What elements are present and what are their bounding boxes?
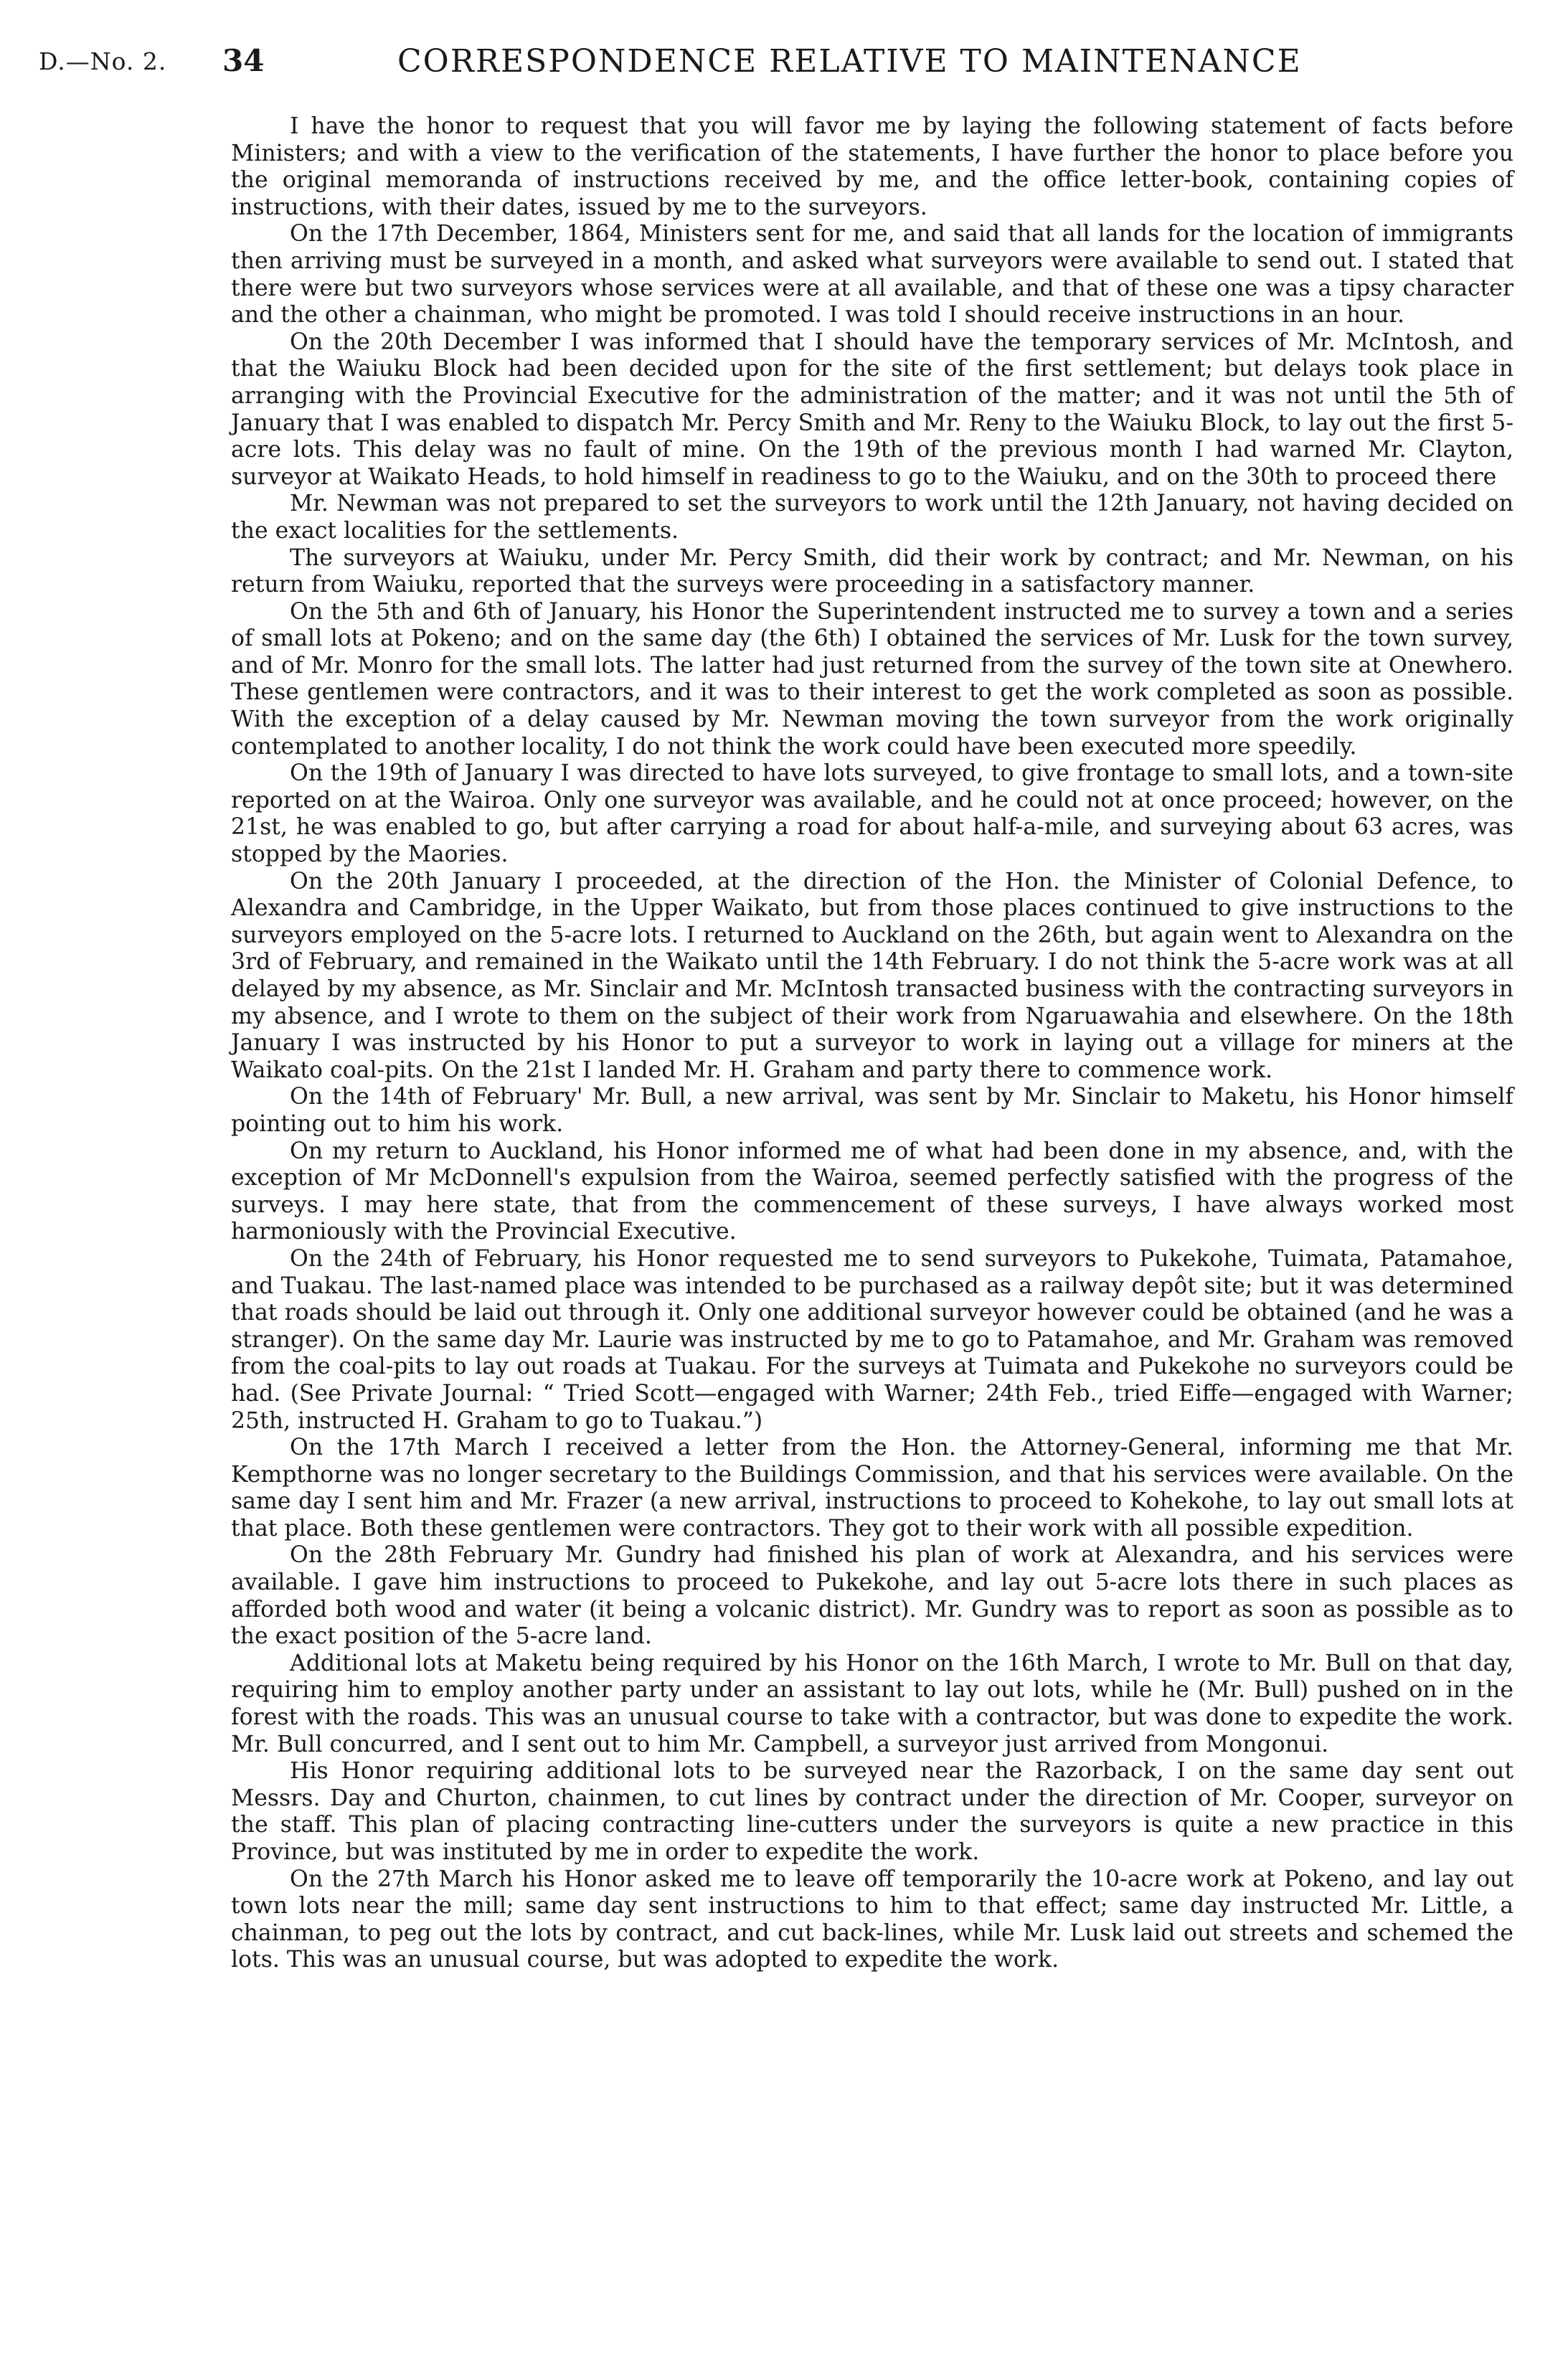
- body-text: [231, 113, 1513, 1974]
- paragraph: On the 27th March his Honor asked me to leave off temporarily the 10-acre work at Pokeno, and lay out town lots near the mill; same day sent instructions to him to that effect; same day instructed Mr. Little, a chainman, to peg out the lots by contract, and cut back-lines, while Mr. Lusk laid out streets and schemed the lots. This was an unusual course, but was adopted to expedite the work.: [231, 1866, 1513, 1973]
- paragraph: On the 20th January I proceeded, at the direction of the Hon. the Minister of Colonial Defence, to Alexandra and Cambridge, in the Upper Waikato, but from those places continued to give instructions to the surveyors employed on the 5-acre lots. I returned to Auckland on the 26th, but again went to Alexandra on the 3rd of February, and remained in the Waikato until the 14th February. I do not think the 5-acre work was at all delayed by my absence, as Mr. Sinclair and Mr. McIntosh transacted business with the contracting surveyors in my absence, and I wrote to them on the subject of their work from Ngaruawahia and elsewhere. On the 18th January I was instructed by his Honor to put a surveyor to work in laying out a village for miners at the Waikato coal-pits. On the 21st I landed Mr. H. Graham and party there to commence work.: [231, 868, 1513, 1083]
- paragraph: On the 5th and 6th of January, his Honor the Superintendent instructed me to survey a town and a series of small lots at Pokeno; and on the same day (the 6th) I obtained the services of Mr. Lusk for the town survey, and of Mr. Monro for the small lots. The latter had just returned from the survey of the town site at Onewhero. These gentlemen were contractors, and it was to their interest to get the work completed as soon as possible. With the exception of a delay caused by Mr. Newman moving the town surveyor from the work originally contemplated to another locality, I do not think the work could have been executed more speedily.: [231, 598, 1513, 760]
- document-reference: D.—No. 2.: [39, 47, 167, 75]
- paragraph: On my return to Auckland, his Honor informed me of what had been done in my absence, and, with the exception of Mr McDonnell's expulsion from the Wairoa, seemed perfectly satisfied with the progress of the surveys. I may here state, that from the commencement of these surveys, I have always worked most harmoniously with the Provincial Executive.: [231, 1138, 1513, 1245]
- paragraph: Mr. Newman was not prepared to set the surveyors to work until the 12th January, not having decided on the exact localities for the settlements.: [231, 491, 1513, 544]
- paragraph: I have the honor to request that you will favor me by laying the following statement of facts before Ministers; and with a view to the verification of the statements, I have further the honor to place before you the original memoranda of instructions received by me, and the office letter-book, containing copies of instructions, with their dates, issued by me to the surveyors.: [231, 113, 1513, 220]
- paragraph: On the 14th of February' Mr. Bull, a new arrival, was sent by Mr. Sinclair to Maketu, his Honor himself pointing out to him his work.: [231, 1084, 1513, 1137]
- page-number: 34: [222, 43, 265, 78]
- paragraph: On the 19th of January I was directed to have lots surveyed, to give frontage to small lots, and a town-site reported on at the Wairoa. Only one surveyor was available, and he could not at once proceed; however, on the 21st, he was enabled to go, but after carrying a road for about half-a-mile, and surveying about 63 acres, was stopped by the Maories.: [231, 760, 1513, 868]
- paragraph: On the 17th December, 1864, Ministers sent for me, and said that all lands for the location of immigrants then arriving must be surveyed in a month, and asked what surveyors were available to send out. I stated that there were but two surveyors whose services were at all available, and that of these one was a tipsy character and the other a chainman, who might be promoted. I was told I should receive instructions in an hour.: [231, 221, 1513, 329]
- paragraph: On the 28th February Mr. Gundry had finished his plan of work at Alexandra, and his services were available. I gave him instructions to proceed to Pukekohe, and lay out 5-acre lots there in such places as afforded both wood and water (it being a volcanic district). Mr. Gundry was to report as soon as possible as to the exact position of the 5-acre land.: [231, 1542, 1513, 1650]
- running-title: CORRESPONDENCE RELATIVE TO MAINTENANCE: [397, 43, 1302, 80]
- paragraph: The surveyors at Waiuku, under Mr. Percy Smith, did their work by contract; and Mr. Newman, on his return from Waiuku, reported that the surveys were proceeding in a satisfactory manner.: [231, 544, 1513, 598]
- page-header: [39, 42, 1531, 92]
- paragraph: His Honor requiring additional lots to be surveyed near the Razorback, I on the same day sent out Messrs. Day and Churton, chainmen, to cut lines by contract under the direction of Mr. Cooper, surveyor on the staff. This plan of placing contracting line-cutters under the surveyors is quite a new practice in this Province, but was instituted by me in order to expedite the work.: [231, 1758, 1513, 1865]
- paragraph: On the 24th of February, his Honor requested me to send surveyors to Pukekohe, Tuimata, Patamahoe, and Tuakau. The last-named place was intended to be purchased as a railway depôt site; but it was determined that roads should be laid out through it. Only one additional surveyor however could be obtained (and he was a stranger). On the same day Mr. Laurie was instructed by me to go to Patamahoe, and Mr. Graham was removed from the coal-pits to lay out roads at Tuakau. For the surveys at Tuimata and Pukekohe no surveyors could be had. (See Private Journal: “ Tried Scott—engaged with Warner; 24th Feb., tried Eiffe—engaged with Warner; 25th, instructed H. Graham to go to Tuakau.”): [231, 1245, 1513, 1434]
- paragraph: On the 17th March I received a letter from the Hon. the Attorney-General, informing me that Mr. Kempthorne was no longer secretary to the Buildings Commission, and that his services were available. On the same day I sent him and Mr. Frazer (a new arrival, instructions to proceed to Kohekohe, to lay out small lots at that place. Both these gentlemen were contractors. They got to their work with all possible expedition.: [231, 1435, 1513, 1541]
- paragraph: Additional lots at Maketu being required by his Honor on the 16th March, I wrote to Mr. Bull on that day, requiring him to employ another party under an assistant to lay out lots, while he (Mr. Bull) pushed on in the forest with the roads. This was an unusual course to take with a contractor, but was done to expedite the work. Mr. Bull concurred, and I sent out to him Mr. Campbell, a surveyor just arrived from Mongonui.: [231, 1650, 1513, 1757]
- paragraph: On the 20th December I was informed that I should have the temporary services of Mr. McIntosh, and that the Waiuku Block had been decided upon for the site of the first settlement; but delays took place in arranging with the Provincial Executive for the administration of the matter; and it was not until the 5th of January that I was enabled to dispatch Mr. Percy Smith and Mr. Reny to the Waiuku Block, to lay out the first 5-acre lots. This delay was no fault of mine. On the 19th of the previous month I had warned Mr. Clayton, surveyor at Waikato Heads, to hold himself in readiness to go to the Waiuku, and on the 30th to proceed there: [231, 329, 1513, 490]
